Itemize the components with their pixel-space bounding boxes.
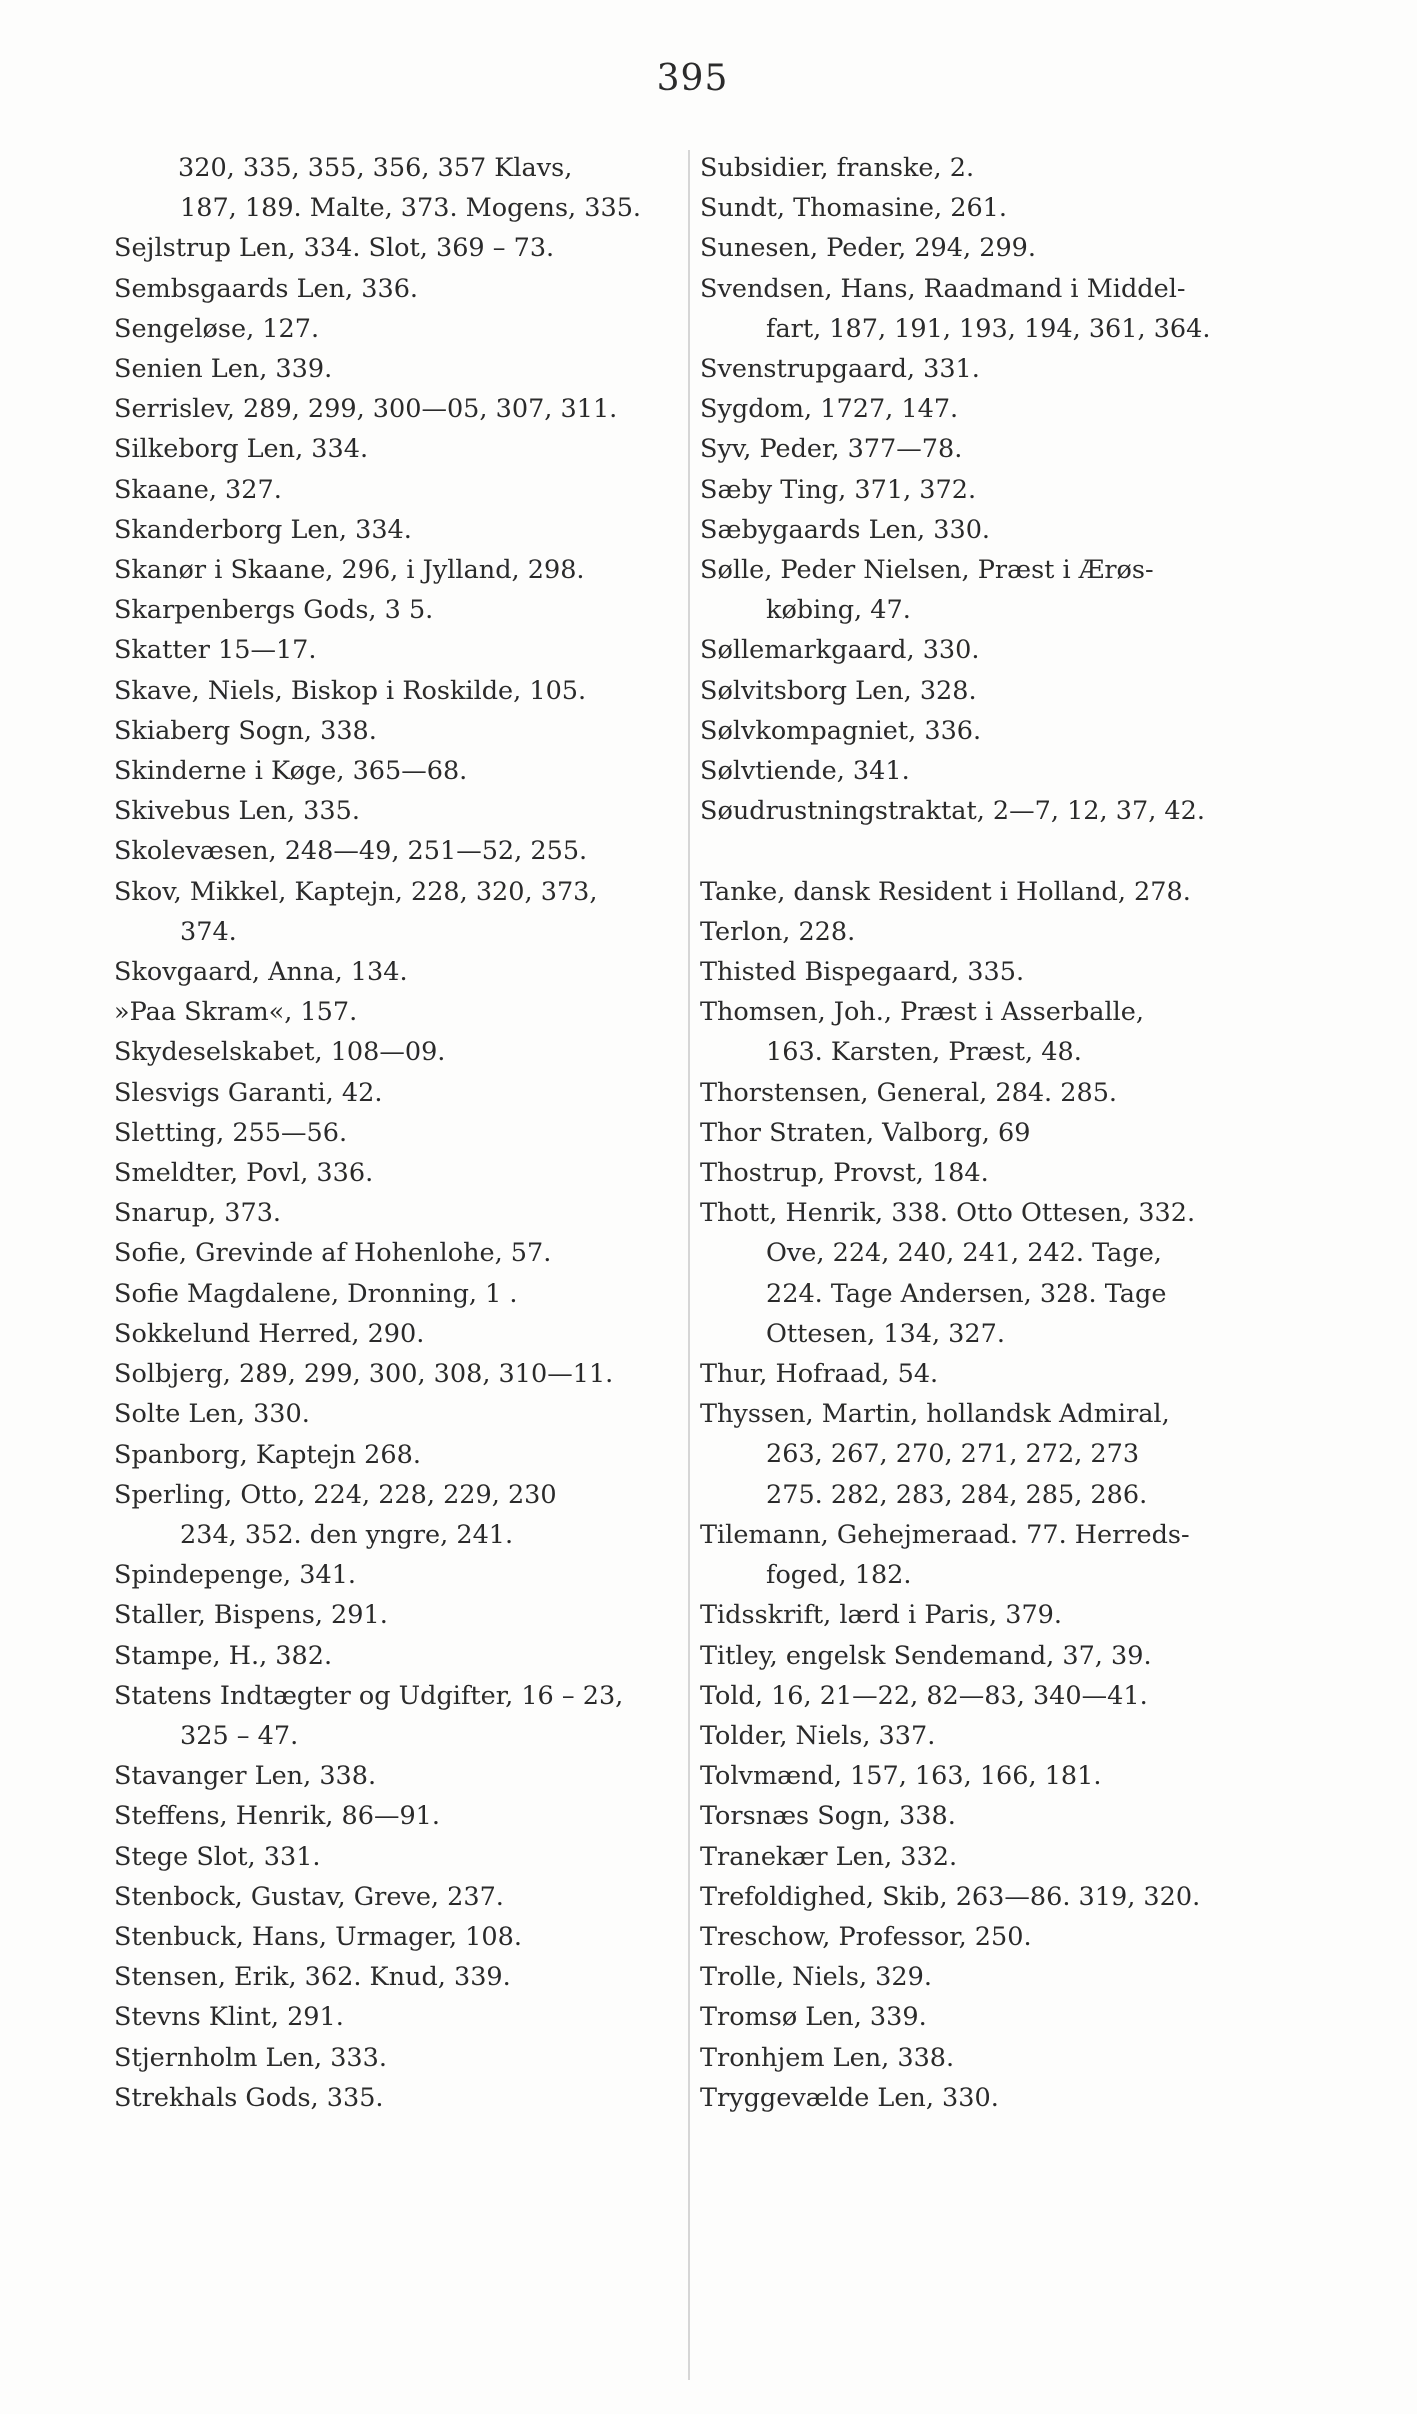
entry-line: Sølvtiende, 341. [700, 756, 910, 787]
index-entry [700, 751, 1280, 791]
index-entry [114, 791, 684, 831]
entry-line: Solbjerg, 289, 299, 300, 308, 310—11. [114, 1359, 614, 1390]
entry-line: Sølle, Peder Nielsen, Præst i Ærøs- [700, 555, 1154, 586]
index-entry [700, 872, 1280, 912]
index-entry [700, 1113, 1280, 1153]
index-entry [700, 2078, 1280, 2118]
index-entry [700, 1756, 1280, 1796]
index-entry [114, 1595, 684, 1635]
index-entry [114, 228, 684, 268]
entry-line: Steffens, Henrik, 86—91. [114, 1801, 440, 1832]
index-entry [114, 1274, 684, 1314]
entry-line: Tolvmænd, 157, 163, 166, 181. [700, 1761, 1102, 1792]
entry-line: Thomsen, Joh., Præst i Asserballe, [700, 997, 1145, 1028]
entry-line: Subsidier, franske, 2. [700, 153, 975, 183]
entry-line: Sunesen, Peder, 294, 299. [700, 233, 1036, 264]
entry-continuation-line: 234, 352. den yngre, 241. [180, 1519, 514, 1550]
entry-line: Tromsø Len, 339. [700, 2002, 927, 2033]
index-entry [700, 429, 1280, 469]
entry-continuation-line: 325 – 47. [180, 1720, 299, 1751]
index-entry [700, 1796, 1280, 1836]
entry-line: Snarup, 373. [114, 1198, 282, 1229]
entry-line: Silkeborg Len, 334. [114, 434, 369, 465]
entry-continuation-line: Ove, 224, 240, 241, 242. Tage, [766, 1238, 1162, 1269]
index-entry [114, 1555, 684, 1595]
entry-line: Sembsgaards Len, 336. [114, 273, 419, 304]
entry-line: Skarpenbergs Gods, 3 5. [114, 595, 434, 626]
entry-line: Thor Straten, Valborg, 69 [700, 1117, 1031, 1148]
entry-line: Senien Len, 339. [114, 354, 333, 385]
index-entry [114, 952, 684, 992]
entry-line: Solte Len, 330. [114, 1399, 310, 1430]
entry-line: Spanborg, Kaptejn 268. [114, 1439, 421, 1470]
entry-continuation-line: fart, 187, 191, 193, 194, 361, 364. [766, 313, 1211, 344]
entry-line: »Paa Skram«, 157. [114, 997, 358, 1028]
index-entry [114, 2078, 684, 2118]
index-entry [700, 188, 1280, 228]
entry-line: Titley, engelsk Sendemand, 37, 39. [700, 1640, 1152, 1671]
index-column-left [114, 148, 684, 2118]
index-entry [700, 269, 1280, 349]
entry-line: Sokkelund Herred, 290. [114, 1318, 425, 1349]
entry-line: Strekhals Gods, 335. [114, 2082, 384, 2113]
entry-line: Skiaberg Sogn, 338. [114, 715, 377, 746]
index-entry [114, 1957, 684, 1997]
entry-line: Sæbygaards Len, 330. [700, 514, 991, 545]
index-entry [114, 1997, 684, 2037]
index-entry [700, 791, 1280, 831]
entry-line: Stampe, H., 382. [114, 1640, 333, 1671]
index-entry [114, 1837, 684, 1877]
entry-line: Smeldter, Povl, 336. [114, 1158, 374, 1189]
index-entry [700, 992, 1280, 1072]
entry-line: Treschow, Professor, 250. [700, 1921, 1032, 1952]
entry-line: Tidsskrift, lærd i Paris, 379. [700, 1600, 1062, 1631]
entry-continuation-line: 263, 267, 270, 271, 272, 273 [766, 1439, 1140, 1470]
index-entry [700, 952, 1280, 992]
index-entry [114, 831, 684, 871]
entry-line: Sæby Ting, 371, 372. [700, 474, 977, 505]
index-entry [700, 1193, 1280, 1354]
index-entry [114, 992, 684, 1032]
entry-line: Sundt, Thomasine, 261. [700, 193, 1008, 224]
index-entry [114, 510, 684, 550]
index-column-right [700, 148, 1280, 2118]
index-entry [114, 269, 684, 309]
entry-line: Torsnæs Sogn, 338. [700, 1801, 956, 1832]
index-entry [114, 1113, 684, 1153]
entry-line: Slesvigs Garanti, 42. [114, 1077, 383, 1108]
index-entry [114, 1394, 684, 1434]
index-entry [700, 1595, 1280, 1635]
index-entry [700, 349, 1280, 389]
index-entry [114, 1032, 684, 1072]
index-entry [114, 1435, 684, 1475]
entry-line: Sølvitsborg Len, 328. [700, 675, 977, 706]
entry-line: Skovgaard, Anna, 134. [114, 957, 408, 988]
entry-line: Tolder, Niels, 337. [700, 1720, 936, 1751]
index-entry [700, 1837, 1280, 1877]
index-entry [114, 872, 684, 952]
index-entry [700, 1917, 1280, 1957]
entry-line: Sygdom, 1727, 147. [700, 394, 959, 425]
index-entry [114, 751, 684, 791]
column-divider [688, 150, 690, 2380]
index-entry [114, 1917, 684, 1957]
entry-line: Trefoldighed, Skib, 263—86. 319, 320. [700, 1881, 1201, 1912]
index-entry [114, 1073, 684, 1113]
entry-line: Sengeløse, 127. [114, 313, 320, 344]
index-entry [114, 1475, 684, 1555]
index-entry [114, 550, 684, 590]
page-number: 395 [656, 58, 729, 99]
index-entry [114, 1193, 684, 1233]
entry-line: Trolle, Niels, 329. [700, 1962, 932, 1993]
index-entry [700, 1997, 1280, 2037]
entry-continuation-line: 187, 189. Malte, 373. Mogens, 335. [180, 193, 642, 224]
entry-line: Tanke, dansk Resident i Holland, 278. [700, 876, 1191, 907]
entry-line: Svenstrupgaard, 331. [700, 354, 980, 385]
entry-line: Syv, Peder, 377—78. [700, 434, 963, 465]
index-entry [114, 671, 684, 711]
entry-line: Skydeselskabet, 108—09. [114, 1037, 446, 1068]
index-entry [700, 671, 1280, 711]
index-entry [700, 1394, 1280, 1515]
index-entry [114, 711, 684, 751]
index-entry [700, 1957, 1280, 1997]
entry-line: Thorstensen, General, 284. 285. [700, 1077, 1118, 1108]
index-entry [114, 1636, 684, 1676]
entry-line: Tranekær Len, 332. [700, 1841, 958, 1872]
entry-continuation-line: 163. Karsten, Præst, 48. [766, 1037, 1082, 1068]
entry-line: Skinderne i Køge, 365—68. [114, 756, 468, 787]
entry-line: Terlon, 228. [700, 916, 856, 947]
index-entry [700, 148, 1280, 188]
entry-line: Stenbock, Gustav, Greve, 237. [114, 1881, 504, 1912]
index-entry [700, 1636, 1280, 1676]
index-entry [114, 470, 684, 510]
entry-line: Sejlstrup Len, 334. Slot, 369 – 73. [114, 233, 555, 264]
entry-line: Thur, Hofraad, 54. [700, 1359, 939, 1390]
entry-continuation-line: foged, 182. [766, 1560, 912, 1591]
index-entry [114, 2038, 684, 2078]
index-entry [700, 1877, 1280, 1917]
entry-line: Skaane, 327. [114, 474, 282, 505]
index-entry [700, 510, 1280, 550]
index-entry [700, 470, 1280, 510]
index-entry [700, 1153, 1280, 1193]
entry-line: Sofie Magdalene, Dronning, 1 . [114, 1278, 518, 1309]
index-entry [700, 1515, 1280, 1595]
index-entry [700, 2038, 1280, 2078]
entry-line: Staller, Bispens, 291. [114, 1600, 388, 1631]
entry-line: Skanderborg Len, 334. [114, 514, 412, 545]
index-entry [114, 1354, 684, 1394]
index-entry [700, 1676, 1280, 1716]
index-entry [114, 1314, 684, 1354]
entry-line: Stjernholm Len, 333. [114, 2042, 387, 2073]
index-entry [700, 550, 1280, 630]
index-entry [700, 228, 1280, 268]
entry-line: Skolevæsen, 248—49, 251—52, 255. [114, 836, 588, 867]
entry-line: Sølvkompagniet, 336. [700, 715, 982, 746]
entry-line: Skov, Mikkel, Kaptejn, 228, 320, 373, [114, 876, 598, 907]
index-entry [114, 1756, 684, 1796]
entry-line: Stenbuck, Hans, Urmager, 108. [114, 1921, 522, 1952]
letter-section-gap [700, 831, 1280, 871]
entry-line: Skivebus Len, 335. [114, 796, 360, 827]
entry-line: Søllemarkgaard, 330. [700, 635, 980, 666]
entry-line: Sperling, Otto, 224, 228, 229, 230 [114, 1479, 557, 1510]
index-entry [700, 1354, 1280, 1394]
index-entry [114, 389, 684, 429]
index-entry [114, 1153, 684, 1193]
index-entry [114, 309, 684, 349]
entry-line: Stege Slot, 331. [114, 1841, 321, 1872]
index-entry [700, 1716, 1280, 1756]
entry-line: Statens Indtægter og Udgifter, 16 – 23, [114, 1680, 624, 1711]
index-entry [114, 1877, 684, 1917]
index-entry [700, 912, 1280, 952]
entry-line: Thyssen, Martin, hollandsk Admiral, [700, 1399, 1170, 1430]
entry-continuation-line: 224. Tage Andersen, 328. Tage [766, 1278, 1167, 1309]
entry-line: Tronhjem Len, 338. [700, 2042, 955, 2073]
entry-continuation-line: Ottesen, 134, 327. [766, 1318, 1005, 1349]
index-entry [700, 1073, 1280, 1113]
entry-line: Sletting, 255—56. [114, 1117, 348, 1148]
index-entry [114, 630, 684, 670]
index-entry [114, 1796, 684, 1836]
entry-line: Tryggevælde Len, 330. [700, 2082, 999, 2113]
entry-line: Søudrustningstraktat, 2—7, 12, 37, 42. [700, 796, 1205, 827]
index-entry [700, 389, 1280, 429]
entry-line: Thisted Bispegaard, 335. [700, 957, 1025, 988]
entry-line: Stavanger Len, 338. [114, 1761, 377, 1792]
entry-line: Stensen, Erik, 362. Knud, 339. [114, 1962, 511, 1993]
entry-line: Sofie, Grevinde af Hohenlohe, 57. [114, 1238, 552, 1269]
index-entry [114, 429, 684, 469]
entry-continuation-line: 374. [180, 916, 237, 947]
index-entry [114, 148, 684, 228]
index-entry [114, 1233, 684, 1273]
entry-line: Skatter 15—17. [114, 635, 317, 666]
entry-line: Skanør i Skaane, 296, i Jylland, 298. [114, 555, 585, 586]
entry-line: Tilemann, Gehejmeraad. 77. Herreds- [700, 1519, 1190, 1550]
entry-line: Spindepenge, 341. [114, 1560, 357, 1591]
entry-line: Thostrup, Provst, 184. [700, 1158, 989, 1189]
index-entry [114, 349, 684, 389]
entry-line: Skave, Niels, Biskop i Roskilde, 105. [114, 675, 587, 706]
index-entry [700, 711, 1280, 751]
index-entry [114, 1676, 684, 1756]
entry-continuation-line: 275. 282, 283, 284, 285, 286. [766, 1479, 1148, 1510]
index-entry [114, 590, 684, 630]
entry-line: Thott, Henrik, 338. Otto Ottesen, 332. [700, 1198, 1196, 1229]
entry-line: Stevns Klint, 291. [114, 2002, 344, 2033]
entry-line: Serrislev, 289, 299, 300—05, 307, 311. [114, 394, 618, 425]
entry-line: Svendsen, Hans, Raadmand i Middel- [700, 273, 1186, 304]
index-entry [700, 630, 1280, 670]
entry-line: Told, 16, 21—22, 82—83, 340—41. [700, 1680, 1148, 1711]
entry-continuation-line: købing, 47. [766, 595, 911, 626]
entry-line: 320, 335, 355, 356, 357 Klavs, [178, 153, 573, 183]
